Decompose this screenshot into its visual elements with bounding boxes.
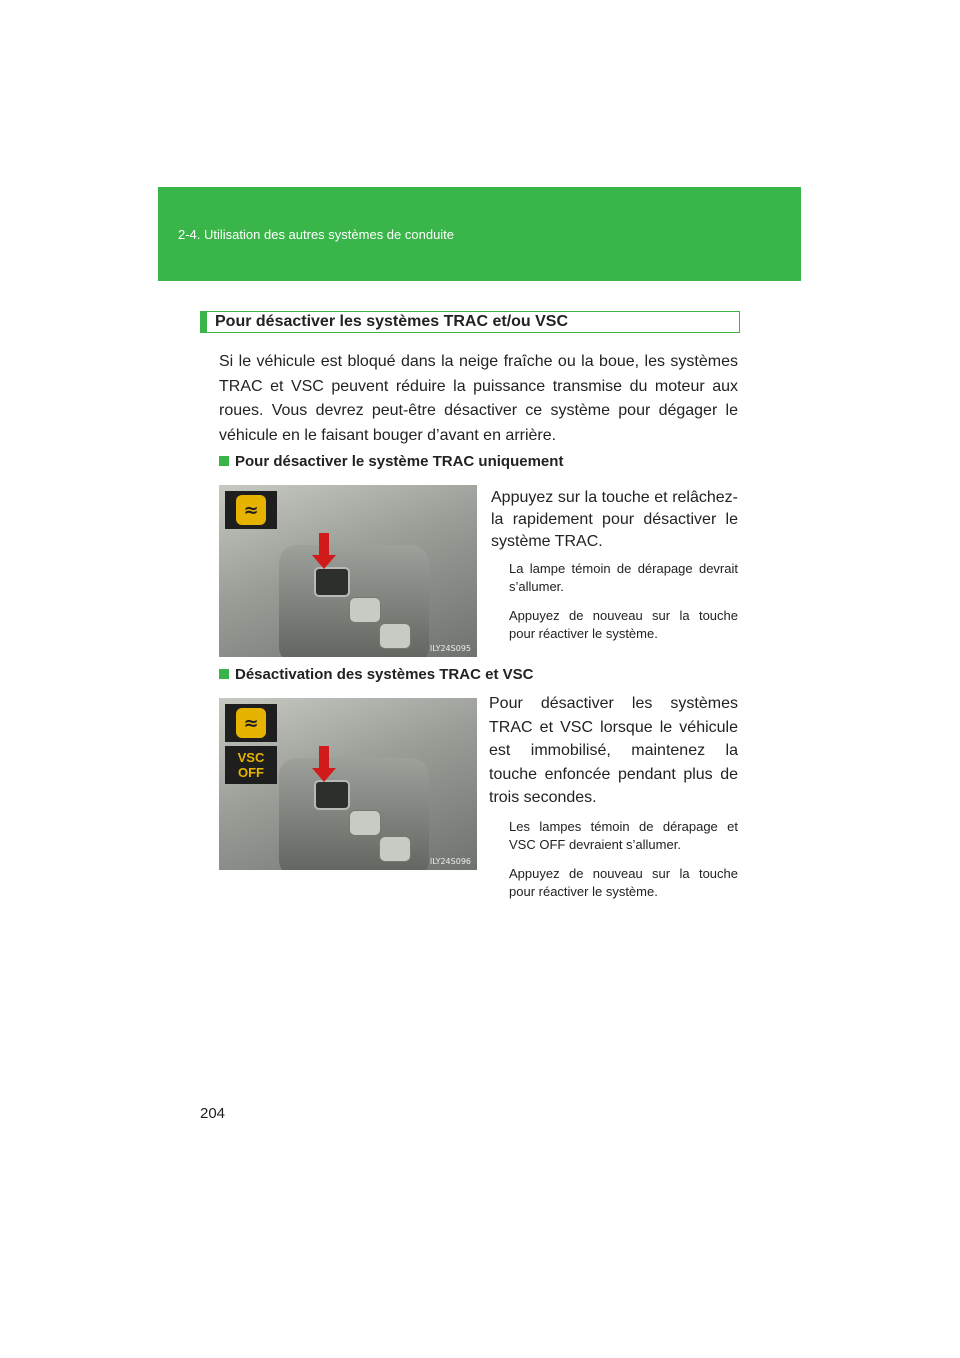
instruction-trac-vsc: Pour désactiver les systèmes TRAC et VSC lorsque le véhicule est immobilisé, maintenez la touche enfoncée pendant plus de trois secondes.: [489, 695, 738, 806]
photo-code: ILY24S096: [429, 857, 471, 866]
photo-code: ILY24S095: [429, 644, 471, 653]
note-trac-vsc-1: Les lampes témoin de dérapage et VSC OFF devraient s’allumer.: [509, 819, 738, 852]
heading-trac-only-text: Pour désactiver le système TRAC uniquement: [235, 453, 564, 470]
trac-button: [314, 567, 350, 597]
note-trac-only-1: La lampe témoin de dérapage devrait s’allumer.: [509, 561, 738, 594]
heading-trac-vsc: [219, 666, 533, 683]
heading-trac-only: [219, 453, 563, 470]
vsc-button: [314, 780, 350, 810]
intro-paragraph: Si le véhicule est bloqué dans la neige fraîche ou la boue, les systèmes TRAC et VSC peuvent réduire la puissance transmise du moteur aux roues. Vous devrez peut-être désactiver ce système pour dégager le véhicule en le faisant bouger d’avant en arrière.: [219, 353, 738, 444]
vsc-label: VSC: [237, 750, 265, 765]
header-band: [158, 187, 801, 281]
arrow-head-icon: [312, 768, 336, 782]
console-button: [379, 836, 411, 862]
section-title: Pour désactiver les systèmes TRAC et/ou VSC: [215, 313, 569, 330]
note-trac-only-2: Appuyez de nouveau sur la touche pour réactiver le système.: [509, 608, 738, 641]
square-bullet-icon: [219, 669, 229, 679]
console-button: [349, 597, 381, 623]
instruction-trac-only: Appuyez sur la touche et relâchez-la rapidement pour désactiver le système TRAC.: [491, 489, 738, 550]
heading-trac-vsc-text: Désactivation des systèmes TRAC et VSC: [235, 666, 534, 683]
section-title-box: [200, 311, 740, 333]
slip-indicator-icon: ≈: [225, 491, 277, 529]
chapter-title: 2-4. Utilisation des autres systèmes de conduite: [178, 227, 455, 242]
photo-vsc-button: [219, 698, 477, 870]
slip-indicator-icon: ≈: [225, 704, 277, 742]
vsc-off-indicator-icon: [225, 746, 277, 784]
page-number: 204: [200, 1105, 226, 1122]
note-trac-vsc-2: Appuyez de nouveau sur la touche pour réactiver le système.: [509, 866, 738, 899]
photo-trac-button: [219, 485, 477, 657]
arrow-head-icon: [312, 555, 336, 569]
off-label: OFF: [238, 765, 264, 780]
console-button: [349, 810, 381, 836]
square-bullet-icon: [219, 456, 229, 466]
console-button: [379, 623, 411, 649]
